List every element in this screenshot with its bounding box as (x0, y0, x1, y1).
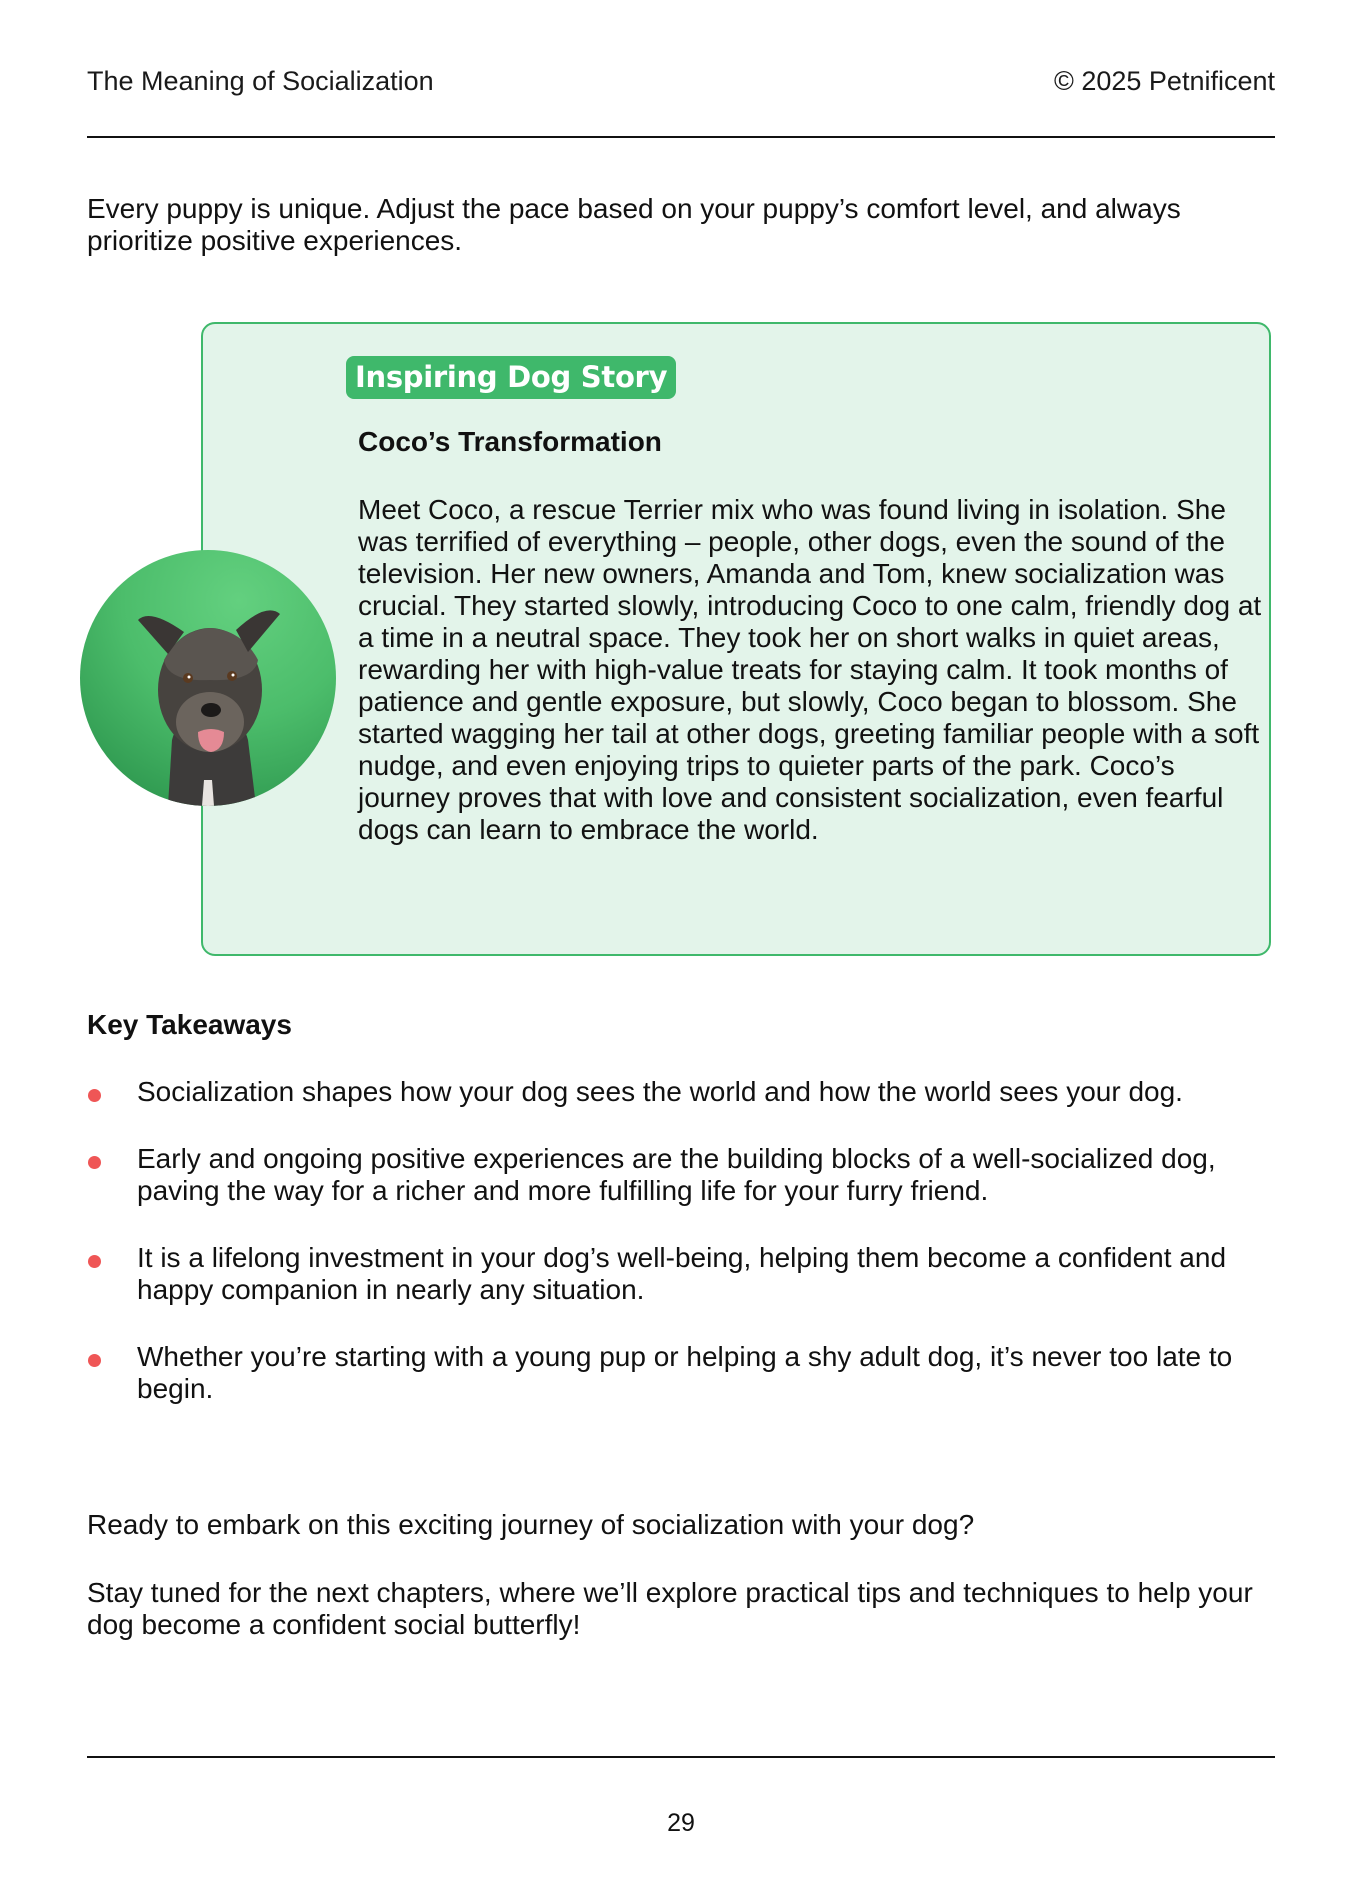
bullet-dot-icon (88, 1354, 101, 1367)
footer-divider (87, 1756, 1275, 1758)
page-number: 29 (667, 1809, 695, 1837)
list-item (87, 1143, 1275, 1207)
list-item (87, 1076, 1275, 1108)
takeaways-list (87, 1076, 1275, 1440)
running-header-title: The Meaning of Socialization (87, 66, 434, 96)
closing-paragraph: Stay tuned for the next chapters, where we’ll explore practical tips and techniques to help your dog become a confident social butterfly! (87, 1577, 1253, 1640)
key-takeaways-heading: Key Takeaways (87, 1009, 292, 1040)
dog-photo (80, 550, 336, 806)
bullet-dot-icon (88, 1255, 101, 1268)
list-item-text: Early and ongoing positive experiences are the building blocks of a well-socialized dog, paving the way for a richer and more fulfilling life for your furry friend. (137, 1143, 1216, 1206)
list-item (87, 1242, 1275, 1306)
list-item-text: Socialization shapes how your dog sees the world and how the world sees your dog. (137, 1076, 1183, 1107)
bullet-dot-icon (88, 1156, 101, 1169)
story-body: Meet Coco, a rescue Terrier mix who was found living in isolation. She was terrified of everything – people, other dogs, even the sound of the television. Her new owners, Amanda and Tom, knew socialization was crucial. They started slowly, introducing Coco to one calm, friendly dog at a time in a neutral space. They took her on short walks in quiet areas, rewarding her with high-value treats for staying calm. It took months of patience and gentle exposure, but slowly, Coco began to blossom. She started wagging her tail at other dogs, greeting familiar people with a soft nudge, and even enjoying trips to quieter parts of the park. Coco’s journey proves that with love and consistent socialization, even fearful dogs can learn to embrace the world. (358, 494, 1262, 845)
list-item-text: Whether you’re starting with a young pup or helping a shy adult dog, it’s never too late to begin. (137, 1341, 1233, 1404)
header-divider (87, 136, 1275, 138)
copyright-notice: © 2025 Petnificent (1053, 66, 1275, 96)
list-item (87, 1341, 1275, 1405)
dog-illustration-icon (80, 550, 336, 806)
story-badge: Inspiring Dog Story (346, 356, 676, 399)
closing-question: Ready to embark on this exciting journey of socialization with your dog? (87, 1509, 975, 1540)
intro-paragraph: Every puppy is unique. Adjust the pace based on your puppy’s comfort level, and always prioritize positive experiences. (87, 193, 1181, 256)
story-title: Coco’s Transformation (358, 426, 662, 457)
bullet-dot-icon (88, 1089, 101, 1102)
list-item-text: It is a lifelong investment in your dog’s well-being, helping them become a confident and happy companion in nearly any situation. (137, 1242, 1227, 1305)
